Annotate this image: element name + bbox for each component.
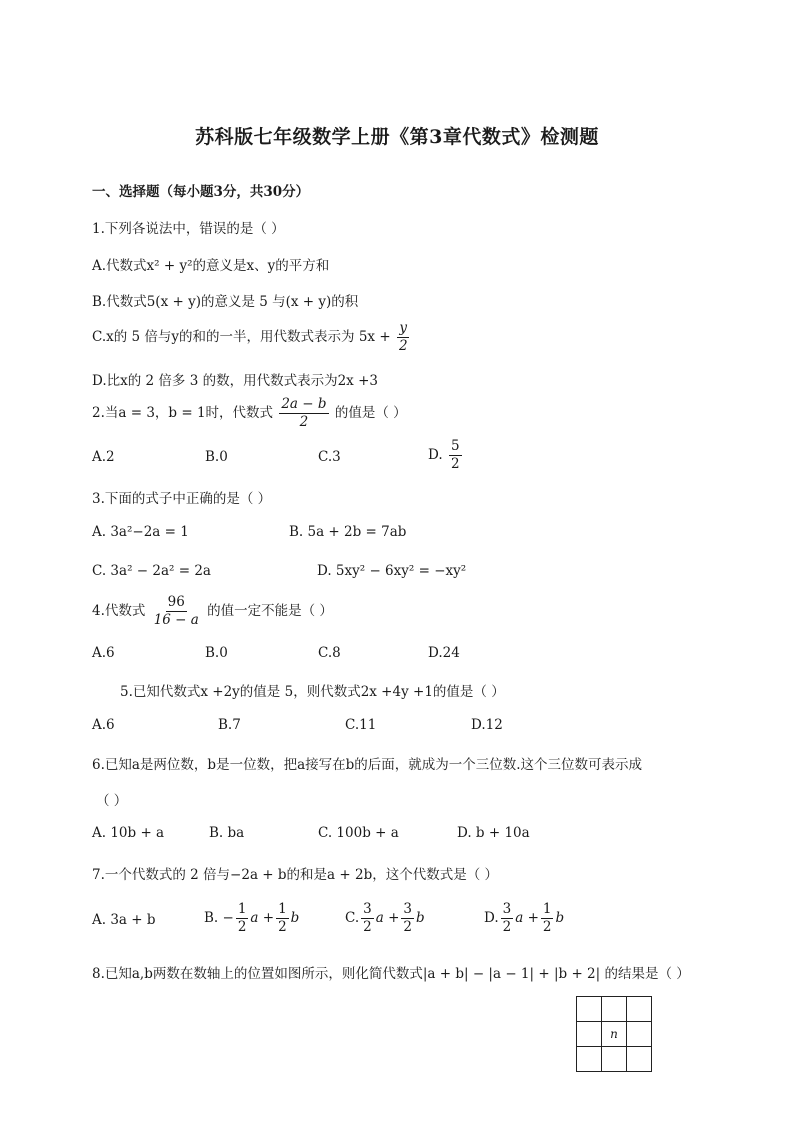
fraction-numerator: 3 (403, 901, 412, 917)
math-term: a + (375, 910, 400, 926)
question-1-option-c-text: C.x的 5 倍与y的和的一半，用代数式表示为 5x + (92, 329, 391, 345)
question-3-option-d: D. 5xy² − 6xy² = −xy² (317, 563, 467, 579)
question-4-option-a: A.6 (92, 645, 115, 661)
question-5-option-a: A.6 (92, 717, 115, 733)
fraction-denominator: 16 − a (153, 612, 199, 628)
option-label: B. − (204, 910, 234, 926)
fraction-numerator: y (399, 320, 408, 336)
fraction (276, 901, 289, 936)
fraction-denominator: 2 (542, 919, 552, 935)
question-2-stem (92, 396, 407, 431)
fraction-numerator: 96 (167, 594, 185, 610)
grid-cell (627, 1022, 652, 1047)
option-label: D. (484, 910, 499, 926)
question-1-stem: 1.下列各说法中，错误的是（ ） (92, 221, 285, 237)
question-2-option-a: A.2 (92, 449, 115, 465)
question-5-option-d: D.12 (471, 717, 503, 733)
question-6-option-d: D. b + 10a (457, 825, 530, 841)
math-term: a + (515, 910, 539, 926)
grid-cell (577, 997, 602, 1022)
math-term: b (555, 910, 565, 926)
question-5-option-c: C.11 (345, 717, 377, 733)
math-term: b (290, 910, 300, 926)
fraction-denominator: 2 (502, 919, 512, 935)
question-2-stem-prefix: 2.当a = 3，b = 1时，代数式 (92, 405, 274, 421)
fraction-denominator: 2 (363, 919, 372, 935)
question-5-option-b: B.7 (218, 717, 241, 733)
option-label: C. (345, 910, 360, 926)
grid-cell (627, 997, 652, 1022)
grid-cell (577, 1047, 602, 1072)
question-1-option-b: B.代数式5(x + y)的意义是 5 与(x + y)的积 (92, 294, 359, 310)
fraction-denominator: 2 (237, 919, 247, 935)
question-6-option-c: C. 100b + a (318, 825, 399, 841)
question-1-option-a: A.代数式x² + y²的意义是x、y的平方和 (92, 258, 330, 274)
question-4-option-b: B.0 (205, 645, 228, 661)
question-4-option-c: C.8 (318, 645, 341, 661)
question-3-option-a: A. 3a²−2a = 1 (92, 524, 189, 540)
option-label: D. (428, 447, 443, 463)
grid-cell (601, 1047, 626, 1072)
fraction (449, 438, 462, 473)
question-1-option-c (92, 320, 412, 355)
question-7-option-c (345, 901, 425, 936)
question-2-stem-suffix: 的值是（ ） (334, 405, 407, 421)
math-term: a + (250, 910, 275, 926)
question-4-option-d: D.24 (428, 645, 460, 661)
question-8-stem: 8.已知a,b两数在数轴上的位置如图所示，则化简代数式|a + b| − |a − 1| + |b + 2| 的结果是（ ） (92, 966, 690, 982)
question-6-option-b: B. ba (209, 825, 245, 841)
question-4-stem-suffix: 的值一定不能是（ ） (207, 603, 333, 619)
fraction-numerator: 1 (542, 901, 552, 917)
question-6-option-a: A. 10b + a (92, 825, 165, 841)
math-term: b (415, 910, 425, 926)
fraction-numerator: 5 (450, 438, 460, 454)
fraction-numerator: 3 (363, 901, 372, 917)
fraction-denominator: 2 (398, 338, 408, 354)
grid-figure (576, 996, 652, 1072)
fraction-denominator: 2 (278, 919, 287, 935)
section-heading: 一、选择题（每小题3分，共30分） (92, 184, 310, 200)
question-5-stem: 5.已知代数式x +2y的值是 5，则代数式2x +4y +1的值是（ ） (120, 684, 505, 700)
grid-cell-center: n (601, 1022, 626, 1047)
fraction-numerator: 3 (502, 901, 512, 917)
question-2-option-b: B.0 (205, 449, 228, 465)
question-7-stem: 7.一个代数式的 2 倍与−2a + b的和是a + 2b，这个代数式是（ ） (92, 867, 499, 883)
grid-cell (601, 997, 626, 1022)
page-title: 苏科版七年级数学上册《第3章代数式》检测题 (195, 126, 599, 148)
question-2-option-c: C.3 (318, 449, 341, 465)
fraction-denominator: 2 (450, 456, 460, 472)
question-7-option-a: A. 3a + b (92, 912, 156, 928)
question-7-option-d (484, 901, 564, 936)
fraction (361, 901, 374, 936)
fraction-denominator: 2 (403, 919, 412, 935)
fraction (541, 901, 554, 936)
question-3-option-b: B. 5a + 2b = 7ab (289, 524, 407, 540)
question-4-stem-prefix: 4.代数式 (92, 603, 146, 619)
fraction (236, 901, 249, 936)
grid-cell (577, 1022, 602, 1047)
fraction-numerator: 1 (237, 901, 247, 917)
fraction (152, 594, 201, 629)
question-6-stem-bracket: （ ） (96, 793, 128, 809)
grid-cell (627, 1047, 652, 1072)
question-3-stem: 3.下面的式子中正确的是（ ） (92, 491, 272, 507)
fraction-numerator: 1 (278, 901, 287, 917)
question-6-stem: 6.已知a是两位数，b是一位数，把a接写在b的后面，就成为一个三位数.这个三位数可表示成 (92, 757, 643, 773)
fraction-denominator: 2 (299, 414, 309, 430)
question-3-option-c: C. 3a² − 2a² = 2a (92, 563, 211, 579)
question-4-stem (92, 594, 333, 629)
question-7-option-b (204, 901, 299, 936)
question-2-option-d (428, 438, 464, 473)
fraction (397, 320, 410, 355)
fraction-numerator: 2a − b (281, 396, 327, 412)
fraction (401, 901, 414, 936)
fraction (501, 901, 514, 936)
question-1-option-d: D.比x的 2 倍多 3 的数，用代数式表示为2x +3 (92, 373, 378, 389)
fraction (279, 396, 328, 431)
